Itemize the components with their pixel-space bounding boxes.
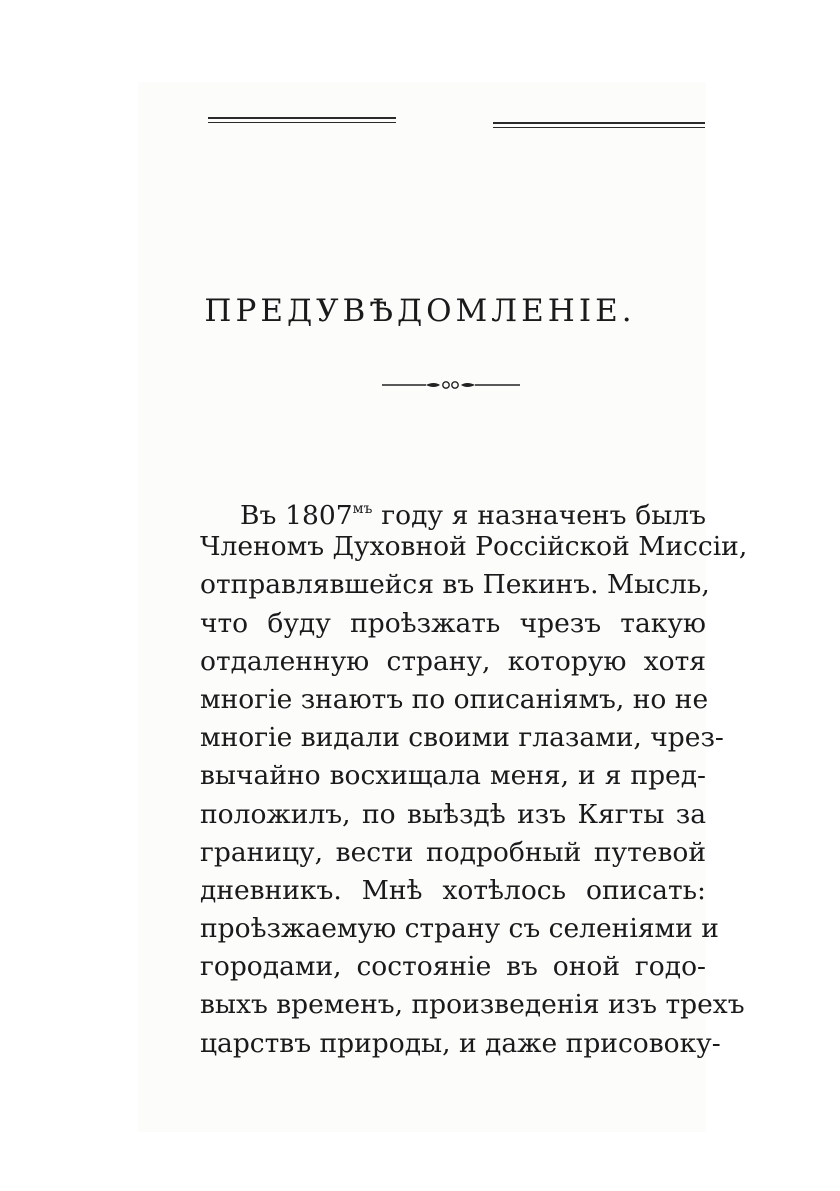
text-line: что буду проѣзжать чрезъ такую: [200, 607, 706, 639]
text-line: отправлявшейся въ Пекинъ. Мысль,: [200, 569, 710, 601]
page-title: ПРЕДУВѢДОМЛЕНІЕ.: [204, 293, 636, 329]
text-line: [200, 490, 706, 531]
text-line: отдаленную страну, которую хотя: [200, 645, 706, 677]
text-line: Членомъ Духовной Россійской Миссіи,: [200, 531, 748, 563]
text-line: городами, состояніе въ оной годо-: [200, 951, 706, 983]
body-paragraph: [200, 490, 748, 1063]
text-line-rest: году я назначенъ былъ: [372, 500, 706, 531]
header-rule-left: [208, 117, 396, 123]
text-line: многіе видали своими глазами, чрез-: [200, 722, 724, 754]
text-line: проѣзжаемую страну съ селеніями и: [200, 913, 719, 945]
text-line: царствъ природы, и даже присовоку-: [200, 1027, 721, 1059]
text-line: вычайно восхищала меня, и я пред-: [200, 760, 706, 792]
text-line: многіе знаютъ по описаніямъ, но не: [200, 683, 709, 715]
text-line-lead: Въ 1807: [240, 500, 353, 531]
text-line: границу, вести подробный путевой: [200, 836, 706, 868]
text-line: положилъ, по выѣздѣ изъ Кягты за: [200, 798, 706, 830]
header-rule-right: [493, 122, 705, 128]
text-line: выхъ временъ, произведенія изъ трехъ: [200, 989, 745, 1021]
ordinal-superscript: мъ: [352, 501, 373, 517]
ornament-divider: [382, 377, 520, 393]
text-line: дневникъ. Мнѣ хотѣлось описать:: [200, 874, 706, 906]
